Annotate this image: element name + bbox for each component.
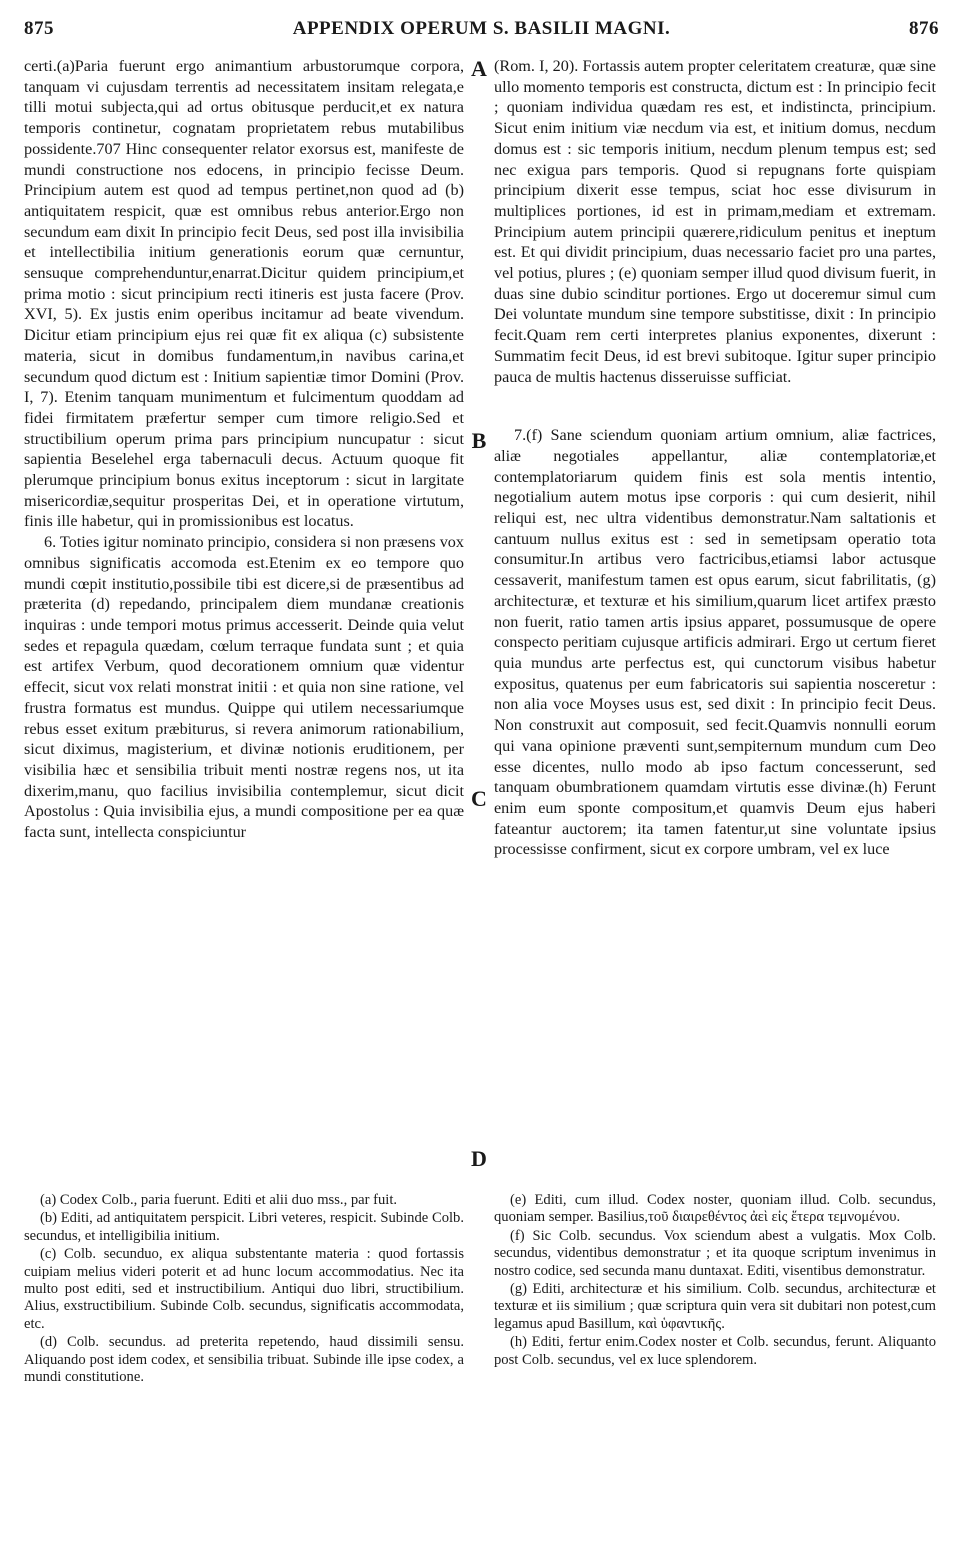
footnote: (c) Colb. secunduo, ex aliqua substentante materia : quod fortassis cuipiam melius videri poterit et ad hunc locum accommodatius. Nec ita multo post editi, sed et instructibilium. Antiqui duo libri, structibilium. Alius, exstructibilium. Subinde Colb. secundus, significatis accommodata, etc.	[24, 1246, 464, 1332]
section-marker-d: D	[471, 1146, 487, 1171]
left-paragraph: 6. Toties igitur nominato principio, considera si non præsens vox omnibus significatis accomoda est.Etenim ex eo tempore quo mundi cœpit institutio,possibile tibi est dicere,si de præsentibus ad præterita (d) repedando, principalem diem mundanæ creationis inquiras : unde tempori motus primus accesserit. Deinde quia velut sedes et repagula quædam, cœlum terraque fundata sunt ; et quia est artifex Verbum, quod decorationem omnium quæ videntur effecit, sicut vox relati monstrat initii : et quia non sine ratione, vel frustra formatus est mundus. Quippe qui utilem necessariumque rebus esset exitum præbiturus, si revera animorum rationabilium, sicut diximus, magisterium, et divinæ notionis eruditionem, per visibilia hæc et sensibilia tribuit menti nostræ regens nos, ut ita dixerim,manu, quo facilius invisibilia contemplemur, sicut dicit Apostolus : Quia invisibilia ejus, a mundi compositione per ea quæ facta sunt, intellecta conspiciuntur	[24, 533, 464, 842]
right-page-number: 876	[909, 18, 939, 39]
paragraph-gap	[494, 387, 936, 425]
footnote: (g) Editi, architecturæ et his similium. Colb. secundus, architecturæ et texturæ et iis similium ; quæ scriptura quin vera sit dubitari non potest,cum legamus apud Basillum, καὶ ὑφαντικῆς.	[494, 1281, 936, 1332]
footnote: (f) Sic Colb. secundus. Vox sciendum abest a vulgatis. Mox Colb. secundus, videntibus demonstratur ; et ita quoque scriptum invenimus in nostro codice, sed secunda manu duntaxat. Editi, visentibus demonstratur.	[494, 1227, 936, 1279]
footnote: (d) Colb. secundus. ad preterita repetendo, haud dissimili sensu. Aliquando post idem codex, et sensibilia tribuat. Subinde ille ipse codex, a mundi constitutione.	[24, 1334, 464, 1386]
left-page-number: 875	[24, 18, 54, 39]
section-marker-a: A	[471, 56, 487, 81]
running-title: APPENDIX OPERUM S. BASILII MAGNI.	[292, 18, 671, 39]
section-marker-c: C	[471, 786, 487, 811]
right-footnotes	[494, 1192, 936, 1370]
section-marker-b: B	[471, 428, 487, 453]
left-footnotes	[24, 1192, 464, 1387]
right-text-column	[494, 56, 936, 860]
right-paragraph: (Rom. I, 20). Fortassis autem propter celeritatem creaturæ, quæ sine ullo momento temporis est constructa, dictum est : In principio fecit ; quoniam individua quædam res est, et indistincta, principium. Sicut enim initium viæ necdum via est, et initium domus, necdum domus est : sic temporis initium, necdum plenum tempus est; sed nec exigua pars temporis. Quod si repugnans forte quispiam principium dixerit esse tempus, sciat hoc esse divisurum in multiplices portiones, id est in primam,mediam et extremam. Principium autem principii quærere,ridiculum penitus et ineptum est. Et qui dividit principium, duas necessario faciet pro una partes, vel potius, plures ; (e) quoniam semper illud quod divisum fuerit, in duas sine dubio scinditur portiones. Ergo ut doceremur simul cum Dei voluntate mundum sine tempore substitisse, dixit : In principio fecit.Quam rem certi interpretes planius exponentes, dixerunt : Summatim fecit Deus, id est brevi subitoque. Igitur super principio pauca de multis hactenus disseruisse sufficiat.	[494, 57, 936, 386]
footnote: (b) Editi, ad antiquitatem perspicit. Libri veteres, respicit. Subinde Colb. secundus, et intelligibilia initium.	[24, 1210, 464, 1244]
left-text-column	[24, 56, 464, 843]
footnote: (e) Editi, cum illud. Codex noster, quoniam illud. Colb. secundus, quoniam semper. Basilius,τοῦ διαιρεθέντος ἀεὶ εἰς ἕτερα τεμνομένου.	[494, 1192, 936, 1226]
right-paragraph: 7.(f) Sane sciendum quoniam artium omnium, aliæ factrices, aliæ negotiales appellantur, aliæ contemplatoriæ,et contemplatoriarum quidem finis est sola mentis intentio, negotialium autem motus ipse corporis : qui cum desierit, nihil reliqui est, nec ultra videntibus demonstratur.Nam saltationis et cantuum nullus exitus est : sed in semetipsam operatio tota consumitur.In artibus vero factricibus,etiamsi labor actusque cessaverit, manifestum tamen est opus earum, sicut fabrilitatis, (g) architecturæ, et texturæ et his similium,quarum licet artifex præsto non fuerit, ratio tamen artis ipsius apparet, possumusque de opere conspecto peritiam cujusque artificis admirari. Ergo ut certum fieret quia mundus arte perfectus est, qui cunctorum visibus habetur expositus, quatenus per eum fabricatoris sui sapientia nosceretur : non alia voce Moyses usus est, sed dixit : In principio fecit Deus. Non construxit aut composuit, sed fecit.Quamvis nonnulli eorum qui vana opinione præventi sunt,sempiternum mundum cum Deo esse dicentes, nullo modo ab ipso factum concesserunt, sed tanquam obumbrationem quamdam virtutis esse divinæ.(h) Ferunt enim eum sponte compositum,et quamvis Deum ejus haberi fateantur auctorem; ita tamen fatentur,ut sine voluntate ipsius processisse confirment, sicut ex corpore umbram, vel ex luce	[494, 426, 936, 859]
footnote: (h) Editi, fertur enim.Codex noster et Colb. secundus, ferunt. Aliquanto post Colb. secundus, vel ex luce splendorem.	[494, 1334, 936, 1368]
footnote: (a) Codex Colb., paria fuerunt. Editi et alii duo mss., par fuit.	[40, 1192, 398, 1208]
left-paragraph: certi.(a)Paria fuerunt ergo animantium arbustorumque corpora, tanquam vi cujusdam terrentis ad necessitatem insitam relegata,e tilli motui subjecta,qui ad ortus obitusque perducit,et ex natura temporis continetur, cognatam proprietatem rebus mutabilibus possidente.707 Hinc consequenter relator exorsus est, manifeste de mundi constructione nos edocens, in principio fecisse Deum. Principium autem est quod ad tempus pertinet,non quod ad (b) antiquitatem respicit, quæ est omnibus rebus anterior.Ergo non secundum eam dixit In principio fecit Deus, sed post illa invisibilia et intellectibilia initium generationis eorum quæ cernuntur, sensuque comprehenduntur,enarrat.Dicitur quidem principium,et prima motio : sicut principium recti itineris est justa facere (Prov. XVI, 5). Ex justis enim operibus incitamur ad beate vivendum. Dicitur etiam principium ejus rei quæ fit ex aliqua (c) subsistente materia, sicut in domibus fundamentum,in navibus carina,et secundum quod dictum est : Initium sapientiæ timor Domini (Prov. I, 7). Etenim tanquam munimentum et fulcimentum quoddam ad fidei firmitatem præfertur semper cum timore religio.Sed et structibilium operum prima pars principium nuncupatur : sicut sapientia Beselehel erga tabernaculi decus. Actuum quoque fit plerumque principium bonus exitus inceptorum : sicut in largitate misericordiæ,sequitur prosperitas Dei, et in operatione virtutum, finis ille habetur, qui in promissionibus est locatus.	[24, 57, 464, 531]
page-header	[24, 18, 939, 44]
